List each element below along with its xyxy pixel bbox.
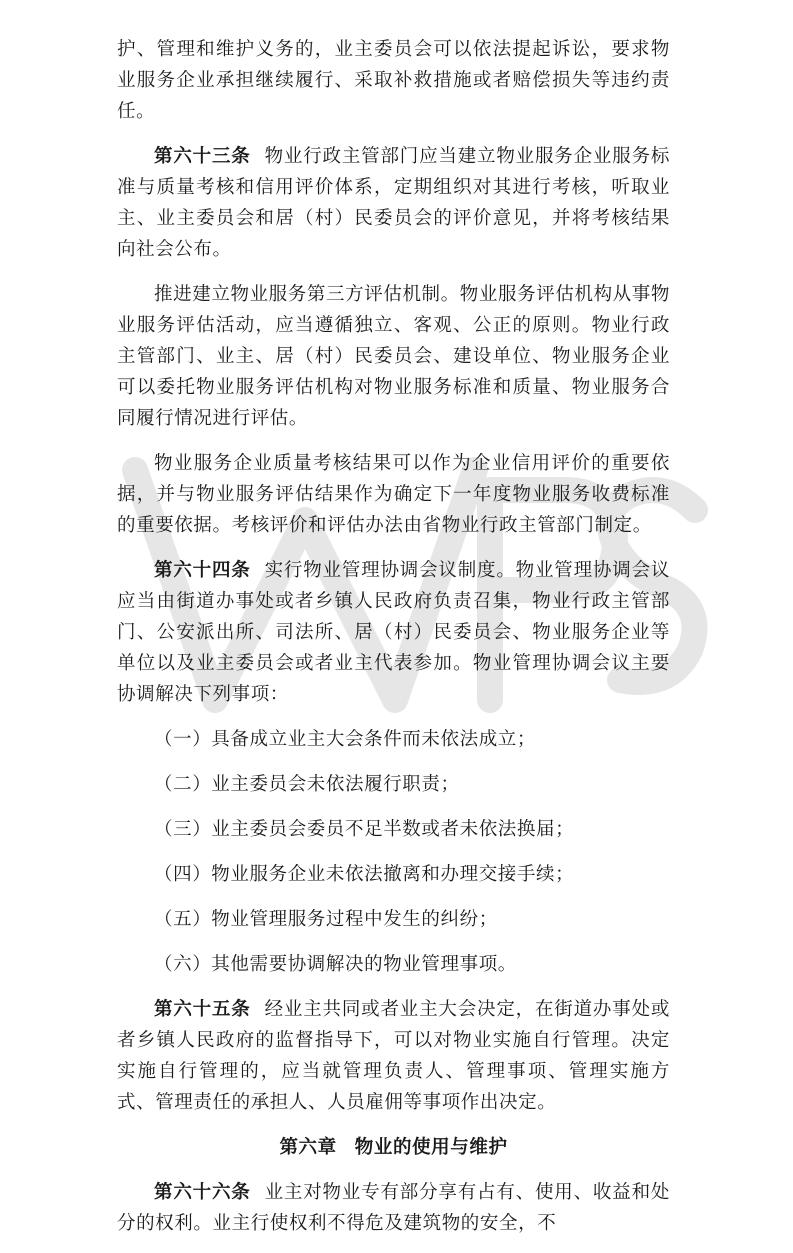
article-number: 第六十三条 <box>154 146 251 167</box>
list-item: （六）其他需要协调解决的物业管理事项。 <box>154 954 517 975</box>
list-item: （三）业主委员会委员不足半数或者未依法换届； <box>154 819 575 840</box>
chapter-heading <box>117 1132 670 1163</box>
article-63-paragraph-2 <box>117 279 670 434</box>
chapter-title: 物业的使用与维护 <box>354 1137 508 1158</box>
article-text: 物业行政主管部门应当建立物业服务企业服务标准与质量考核和信用评价体系，定期组织对其进行考核，听取业主、业主委员会和居（村）民委员会的评价意见，并将考核结果向社会公布。 <box>117 146 670 260</box>
article-65 <box>117 994 670 1118</box>
article-63 <box>117 141 670 265</box>
paragraph-continued <box>117 34 670 127</box>
list-item: （一）具备成立业主大会条件而未依法成立； <box>154 729 537 750</box>
document-body <box>117 34 670 1253</box>
list-item: （四）物业服务企业未依法撤离和办理交接手续； <box>154 864 575 885</box>
article-number: 第六十四条 <box>154 560 251 581</box>
article-number: 第六十五条 <box>154 999 251 1020</box>
article-66 <box>117 1177 670 1239</box>
article-text: 经业主共同或者业主大会决定，在街道办事处或者乡镇人民政府的监督指导下，可以对物业实施自行管理。决定实施自行管理的，应当就管理负责人、管理事项、管理实施方式、管理责任的承担人、人员雇佣等事项作出决定。 <box>117 999 670 1113</box>
paragraph-text: 物业服务企业质量考核结果可以作为企业信用评价的重要依据，并与物业服务评估结果作为确定下一年度物业服务收费标准的重要依据。考核评价和评估办法由省物业行政主管部门制定。 <box>117 453 670 536</box>
article-number: 第六十六条 <box>154 1182 251 1203</box>
paragraph-text: 护、管理和维护义务的，业主委员会可以依法提起诉讼，要求物业服务企业承担继续履行、采取补救措施或者赔偿损失等违约责任。 <box>117 39 670 122</box>
article-64 <box>117 555 670 710</box>
article-text: 实行物业管理协调会议制度。物业管理协调会议应当由街道办事处或者乡镇人民政府负责召集，物业行政主管部门、公安派出所、司法所、居（村）民委员会、物业服务企业等单位以及业主委员会或者业主代表参加。物业管理协调会议主要协调解决下列事项： <box>117 560 670 705</box>
article-text: 业主对物业专有部分享有占有、使用、收益和处分的权利。业主行使权利不得危及建筑物的安全，不 <box>117 1182 670 1234</box>
list-item: （二）业主委员会未依法履行职责； <box>154 774 460 795</box>
list-item: （五）物业管理服务过程中发生的纠纷； <box>154 909 498 930</box>
chapter-number: 第六章 <box>279 1137 337 1158</box>
paragraph-text: 推进建立物业服务第三方评估机制。物业服务评估机构从事物业服务评估活动，应当遵循独立、客观、公正的原则。物业行政主管部门、业主、居（村）民委员会、建设单位、物业服务企业可以委托物业服务评估机构对物业服务标准和质量、物业服务合同履行情况进行评估。 <box>117 284 670 429</box>
article-63-paragraph-3 <box>117 448 670 541</box>
